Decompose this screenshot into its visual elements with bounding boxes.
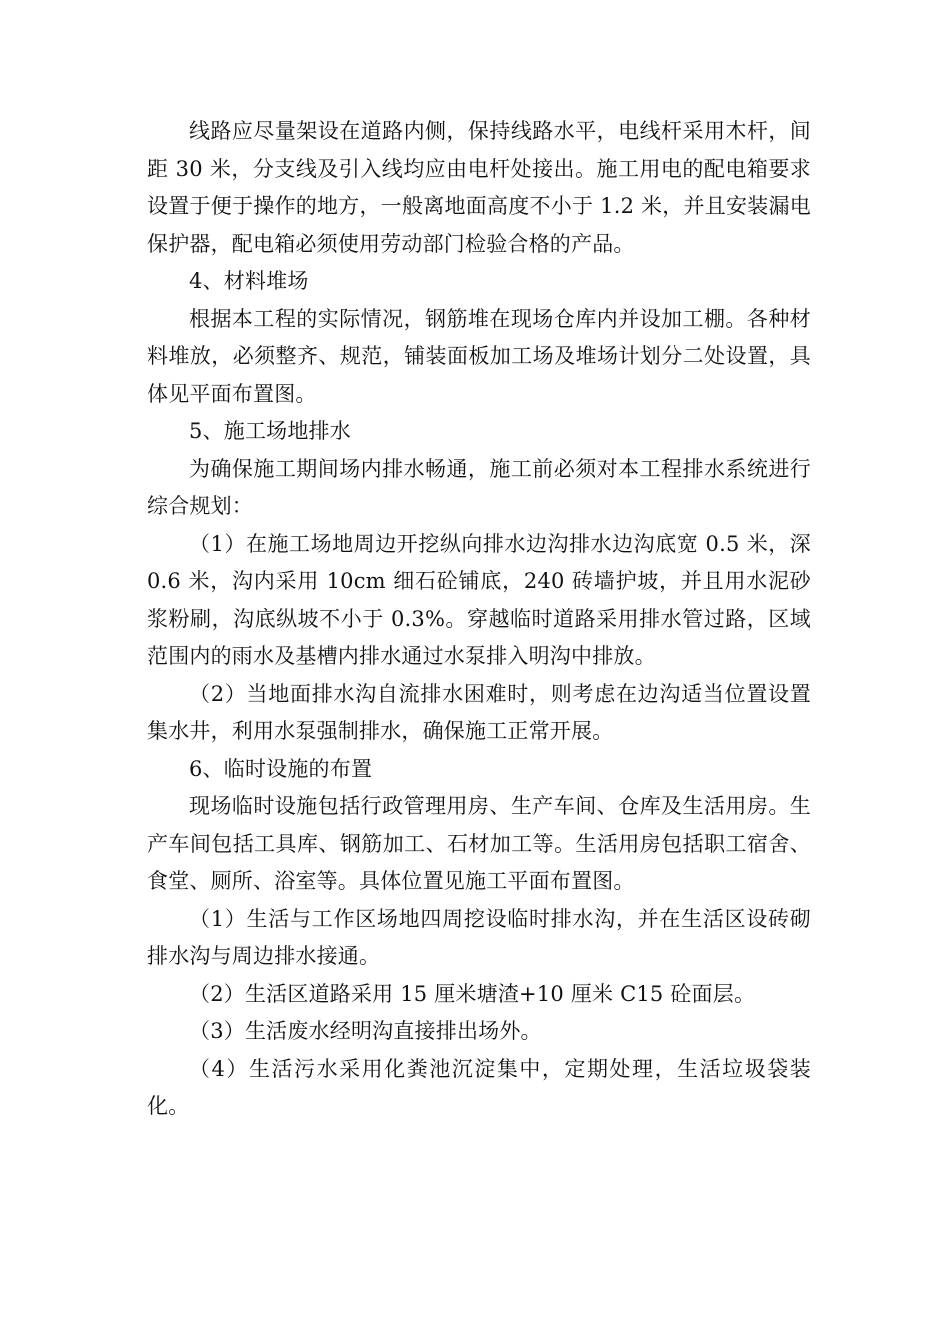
paragraph-facilities-intro: 现场临时设施包括行政管理用房、生产车间、仓库及生活用房。生产车间包括工具库、钢筋加工、石材加工等。生活用房包括职工宿舍、食堂、厕所、浴室等。具体位置见施工平面布置图。 [147,794,811,893]
paragraph-power-lines: 线路应尽量架设在道路内侧，保持线路水平，电线杆采用木杆，间距 30 米，分支线及引入线均应由电杆处接出。施工用电的配电箱要求设置于便于操作的地方，一般离地面高度不小于 1.2 米，并且安装漏电保护器，配电箱必须使用劳动部门检验合格的产品。 [147,119,811,256]
paragraph-facilities-item-1: （1）生活与工作区场地四周挖设临时排水沟，并在生活区设砖砌排水沟与周边排水接通。 [147,906,811,968]
heading-site-drainage: 5、施工场地排水 [189,419,351,443]
paragraph-drainage-item-1: （1）在施工场地周边开挖纵向排水边沟排水边沟底宽 0.5 米，深 0.6 米，沟内采用 10cm 细石砼铺底，240 砖墙护坡，并且用水泥砂浆粉刷，沟底纵坡不小于 0.3%。穿越临时道路采用排水管过路，区域范围内的雨水及基槽内排水通过水泵排入明沟中排放。 [147,531,811,668]
paragraph-facilities-item-3: （3）生活废水经明沟直接排出场外。 [189,1019,542,1043]
document-page [147,113,811,1126]
paragraph-facilities-item-4: （4）生活污水采用化粪池沉淀集中，定期处理，生活垃圾袋装化。 [147,1056,811,1118]
paragraph-drainage-item-2: （2）当地面排水沟自流排水困难时，则考虑在边沟适当位置设置集水井，利用水泵强制排水，确保施工正常开展。 [147,681,811,743]
heading-material-yard: 4、材料堆场 [189,269,309,293]
paragraph-facilities-item-2: （2）生活区道路采用 15 厘米塘渣+10 厘米 C15 砼面层。 [189,981,756,1006]
paragraph-drainage-intro: 为确保施工期间场内排水畅通，施工前必须对本工程排水系统进行综合规划： [147,456,811,518]
heading-temporary-facilities: 6、临时设施的布置 [189,756,373,781]
paragraph-material-yard: 根据本工程的实际情况，钢筋堆在现场仓库内并设加工棚。各种材料堆放，必须整齐、规范，铺装面板加工场及堆场计划分二处设置，具体见平面布置图。 [147,306,811,406]
